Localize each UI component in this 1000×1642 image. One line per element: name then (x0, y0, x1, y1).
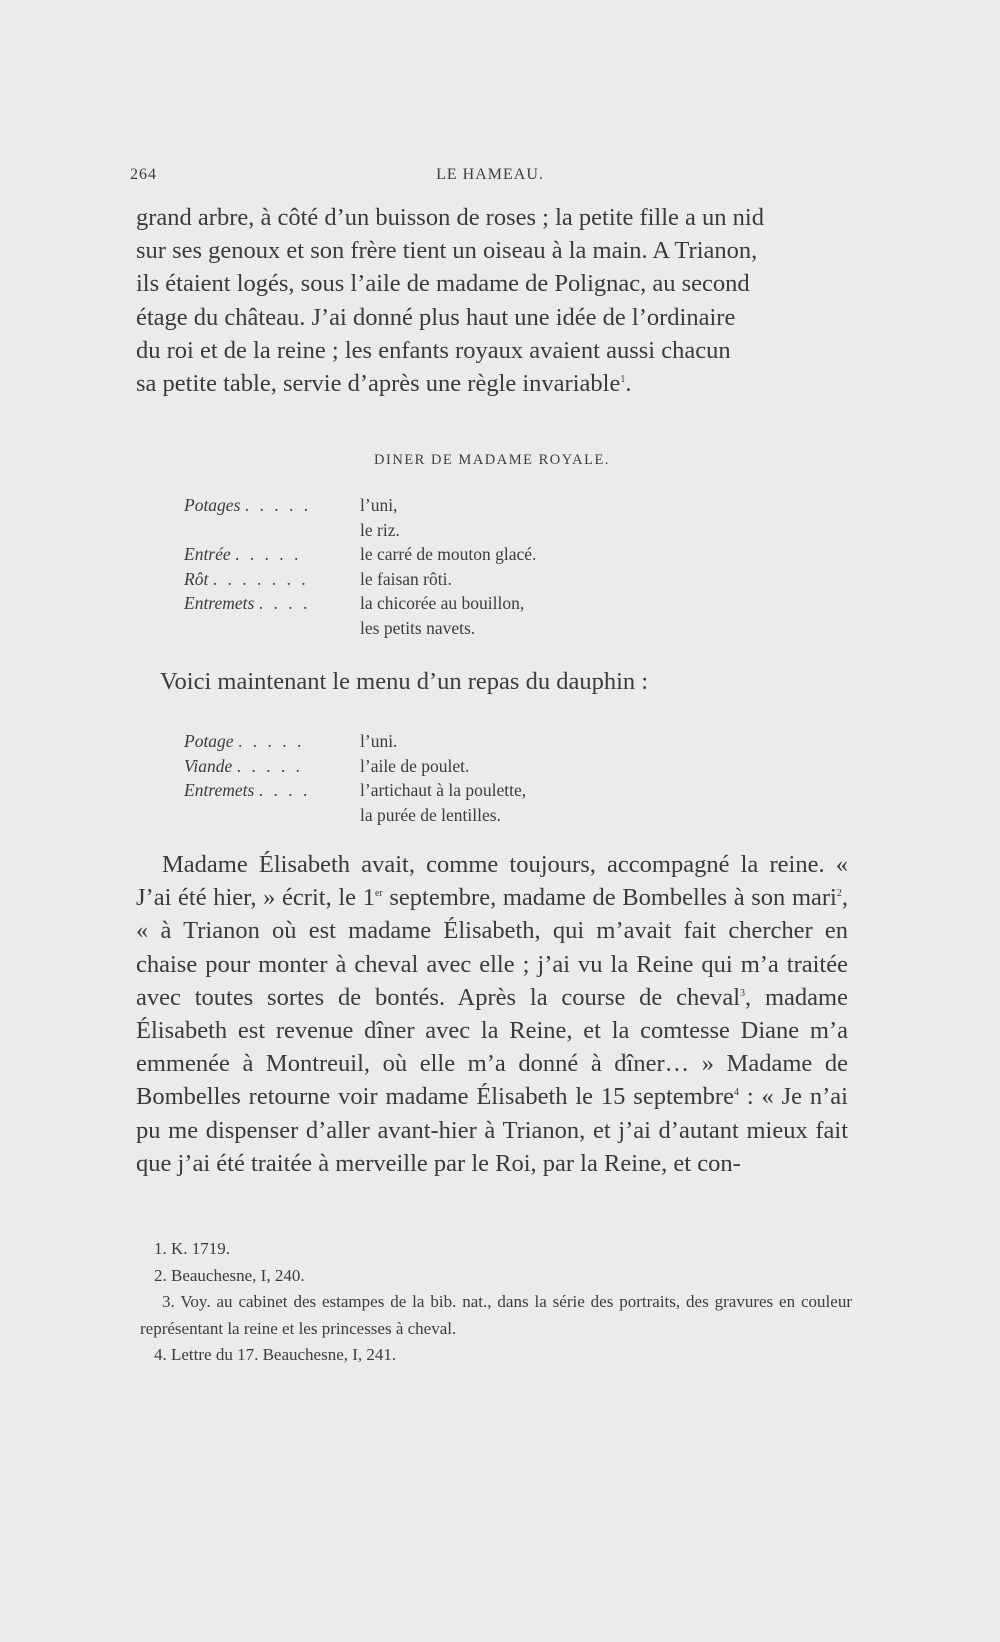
paragraph-text: : « Je n’ai pu me dispenser d’aller avant-hier à Trianon, et j’ai d’autant mieux fait que j’ai été traitée à merveille par le Roi, par la Reine, et con- (136, 1083, 848, 1177)
menu-value: la chicorée au bouillon, (360, 593, 525, 613)
menu-dauphin (184, 729, 526, 827)
menu-value: l’uni, (360, 495, 398, 515)
leader-dots: . . . . . (244, 495, 312, 515)
running-title: LE HAMEAU. (436, 166, 544, 183)
paragraph-text: , madame Élisabeth est revenue dîner avec la Reine, et la comtesse Diane m’a emmenée à Montreuil, où elle m’a donné à dîner… » Madame de Bombelles retourne voir madame Élisabeth le 15 septembre (136, 983, 848, 1111)
footnote: 3. Voy. au cabinet des estampes de la bib. nat., dans la série des portraits, des gravures en couleur représentant la reine et les princesses à cheval. (140, 1292, 852, 1338)
menu-value: l’uni. (360, 731, 398, 751)
paragraph-body (136, 848, 848, 1180)
leader-dots: . . . . . (235, 544, 302, 564)
footnote-ref: 2 (836, 888, 842, 900)
menu-value: l’artichaut à la poulette, (360, 780, 527, 800)
paragraph-line: étage du château. J’ai donné plus haut une idée de l’ordinaire (136, 303, 736, 331)
footnotes (140, 1236, 852, 1369)
menu-row (184, 567, 536, 592)
running-header (130, 166, 850, 190)
menu-value: les petits navets. (360, 617, 476, 638)
menu-row (184, 778, 526, 803)
paragraph-1 (136, 201, 848, 400)
footnote-ref: 4 (733, 1087, 739, 1099)
paragraph-line: ils étaient logés, sous l’aile de madame de Polignac, au second (136, 270, 750, 298)
menu-row (184, 493, 536, 518)
menu-row (184, 729, 526, 754)
menu-value: le riz. (360, 519, 400, 540)
menu-value: l’aile de poulet. (360, 755, 470, 776)
menu-lead-sentence: Voici maintenant le menu d’un repas du dauphin : (160, 668, 649, 695)
paragraph-text: . (625, 370, 632, 398)
leader-dots: . . . . . (237, 731, 305, 751)
menu-row (184, 803, 526, 828)
menu-label: Entremets (184, 780, 255, 800)
paragraph-text: , « à Trianon où est madame Élisabeth, qui m’avait fait chercher en chaise pour monter à cheval avec elle ; j’ai vu la Reine qui m’a traitée avec toutes sortes de bontés. Après la course de cheval (136, 884, 848, 1011)
menu-label: Entrée (184, 544, 231, 564)
menu-value: la purée de lentilles. (360, 804, 501, 825)
paragraph-line: du roi et de la reine ; les enfants royaux avaient aussi chacun (136, 336, 731, 364)
footnote-ref: 3 (740, 987, 746, 999)
menu-value: le carré de mouton glacé. (360, 544, 537, 564)
footnote: 1. K. 1719. (154, 1239, 231, 1258)
page-number: 264 (130, 166, 157, 183)
menu-label: Rôt (184, 568, 209, 589)
menu-label: Potage (184, 731, 234, 751)
paragraph-2 (136, 848, 848, 1180)
leader-dots: . . . . . . . (212, 568, 309, 589)
footnote: 4. Lettre du 17. Beauchesne, I, 241. (154, 1345, 397, 1364)
menu-row (184, 616, 536, 641)
paragraph-line: grand arbre, à côté d’un buisson de roses ; la petite fille a un nid (136, 204, 764, 231)
menu-value: le faisan rôti. (360, 568, 452, 589)
paragraph-text: sa petite table, servie d’après une règle invariable (136, 370, 621, 398)
menu-label: Entremets (184, 593, 255, 613)
menu-label: Potages (184, 495, 241, 515)
paragraph-text: septembre, madame de Bombelles à son mari (382, 884, 837, 912)
leader-dots: . . . . (258, 780, 311, 800)
menu-madame-royale (184, 493, 536, 640)
menu-label: Viande (184, 755, 233, 776)
menu-row (184, 542, 536, 567)
menu-row (184, 754, 526, 779)
leader-dots: . . . . . (236, 755, 304, 776)
paragraph-line-last (136, 367, 848, 400)
menu-row (184, 518, 536, 543)
footnote: 2. Beauchesne, I, 240. (154, 1265, 305, 1285)
menu-title: DINER DE MADAME ROYALE. (374, 452, 610, 468)
paragraph-text: Madame Élisabeth avait, comme toujours, accompagné la reine. « J’ai été hier, » écrit, le 1 (136, 851, 848, 912)
leader-dots: . . . . (258, 593, 311, 613)
menu-row (184, 591, 536, 616)
paragraph-line: sur ses genoux et son frère tient un oiseau à la main. A Trianon, (136, 237, 758, 265)
footnote-ref: 1 (620, 373, 626, 385)
superscript: er (374, 888, 383, 900)
